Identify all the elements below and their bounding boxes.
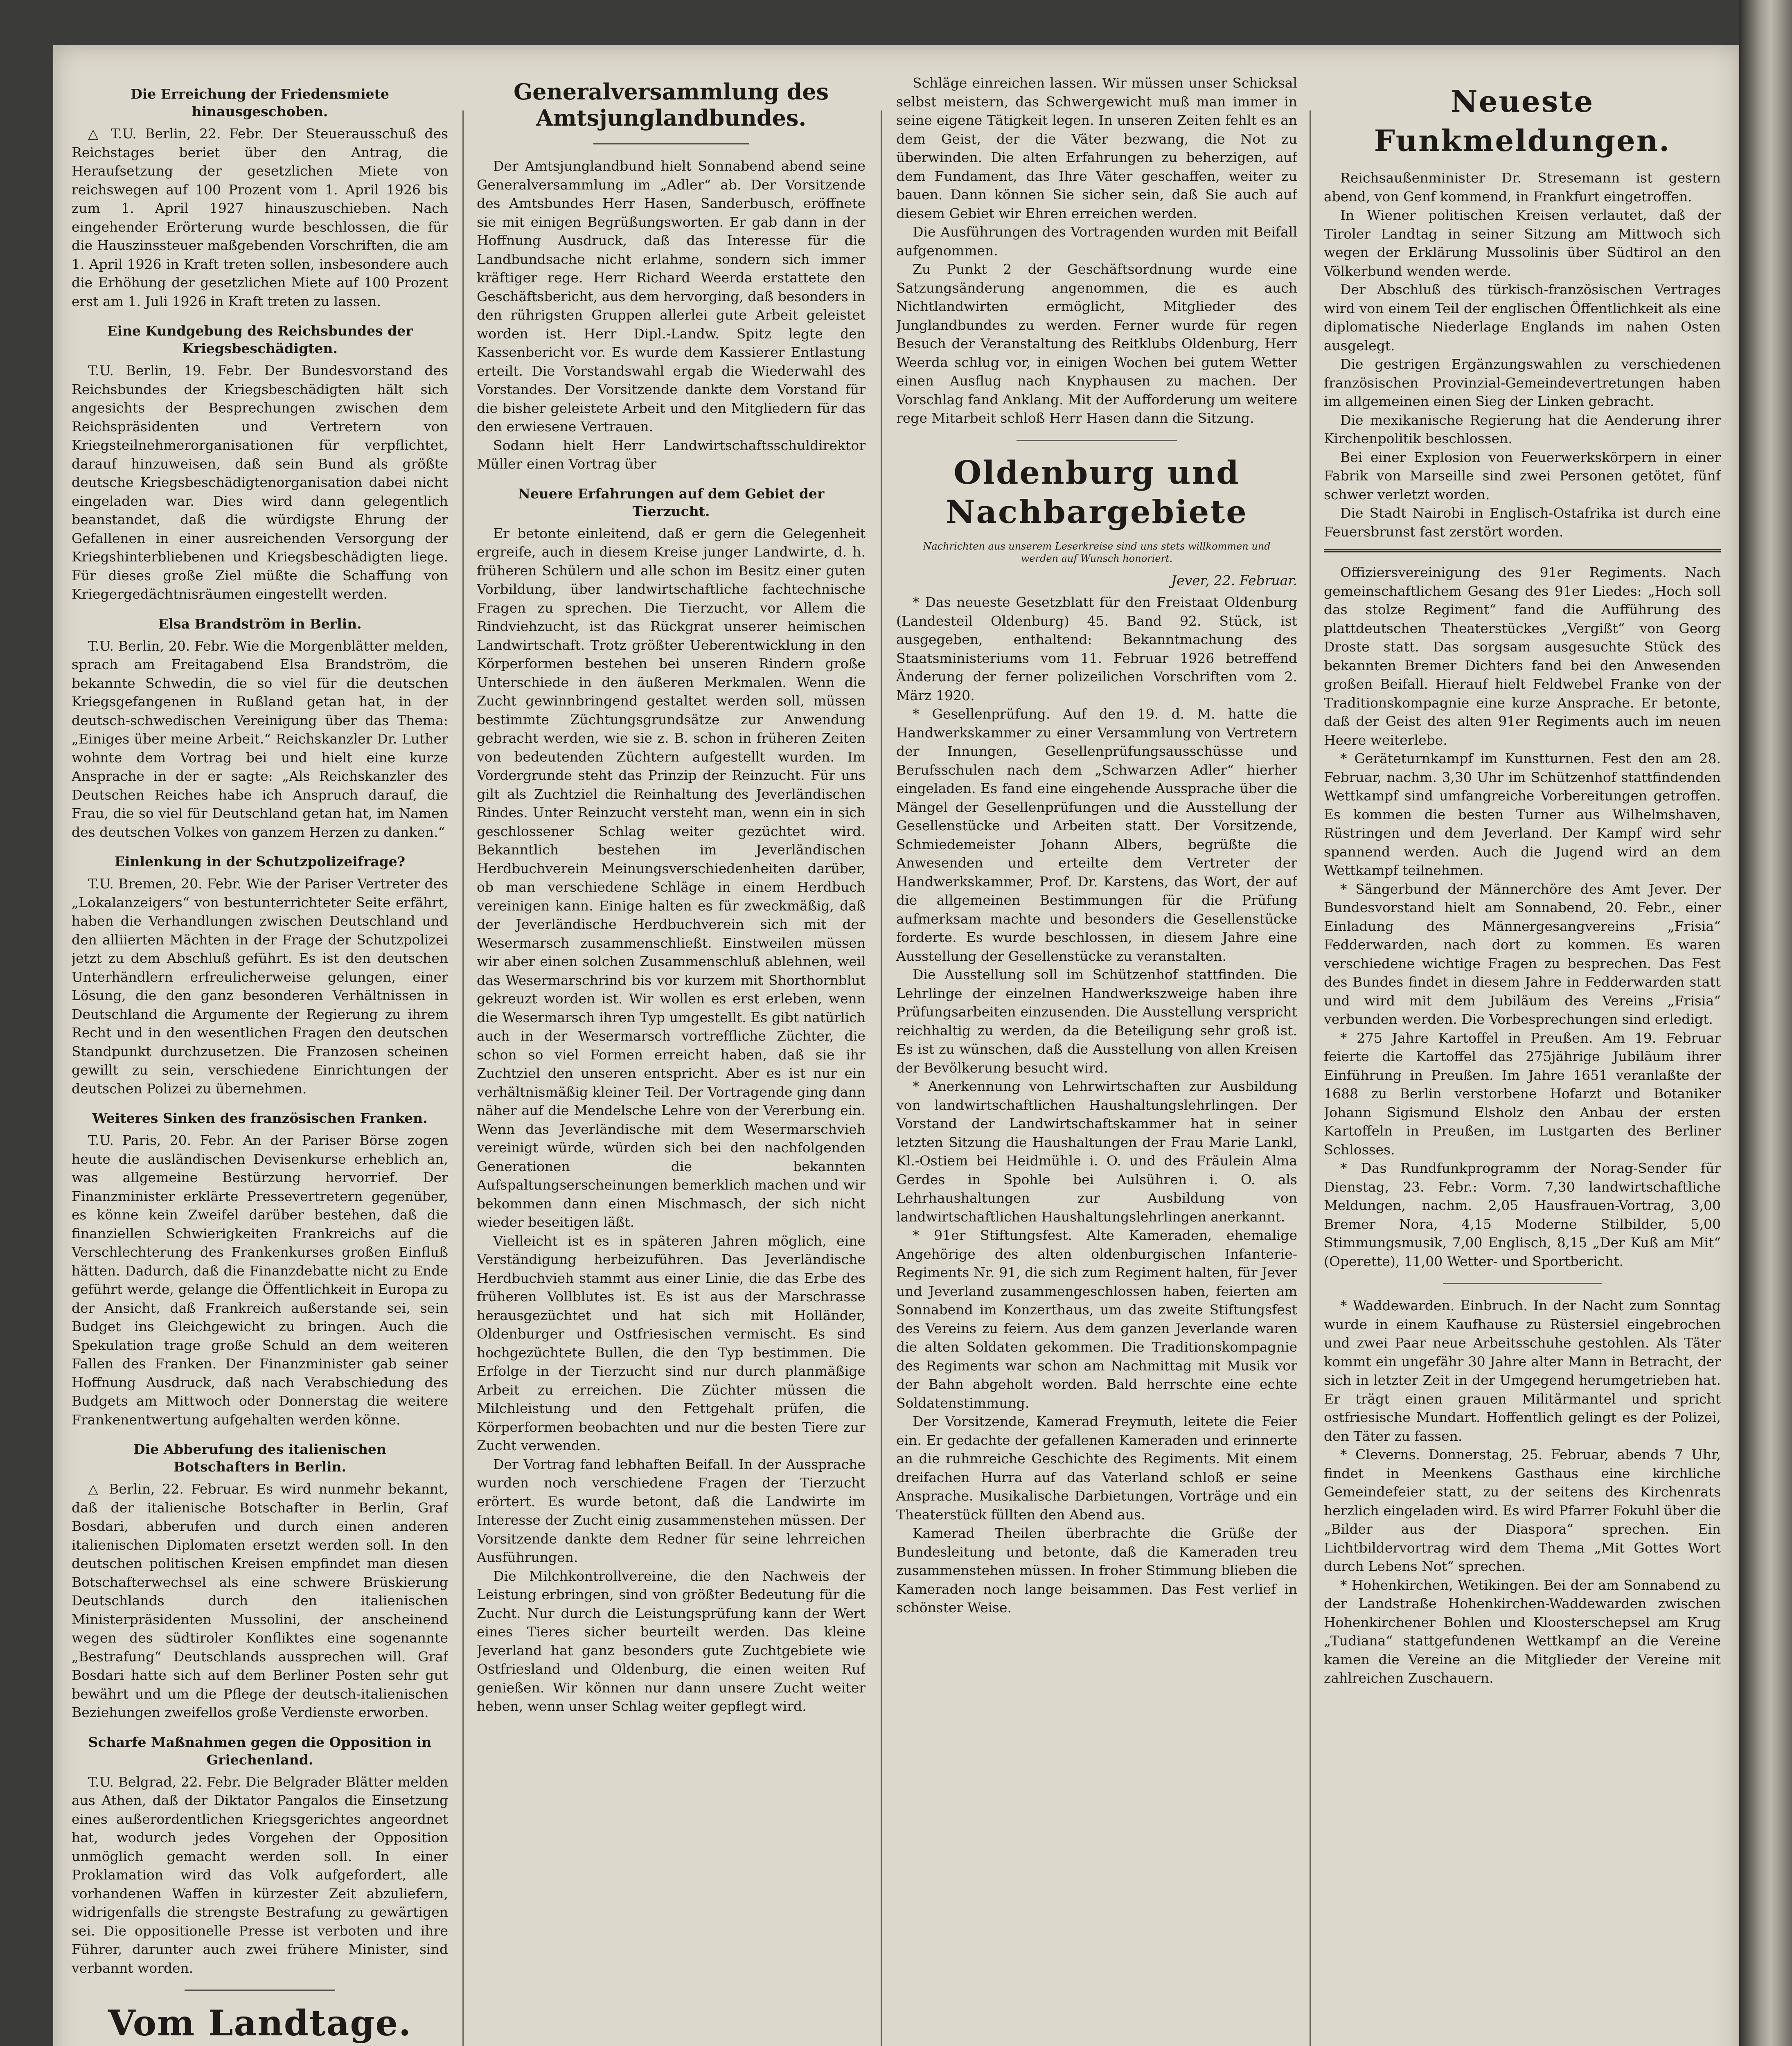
article-text: Zu Punkt 2 der Geschäftsordnung wurde eine Satzungsänderung angenommen, die es auch Nichtlandwirten ermöglicht, Mitglieder des Junglandbundes zu werden. Ferner wurde für regen Besuch der Veranstaltung des Reitklubs Oldenburg, Herr Weerda schlug vor, in einigen Wochen bei gutem Wetter einen Ausflug nach Knyphausen zu machen. Der Vorschlag fand Anklang. Mit der Aufforderung um weitere rege Mitarbeit schloß Herr Hasen dann die Sitzung. <box>896 261 1297 426</box>
article-text: Der Vortrag fand lebhaften Beifall. In der Aussprache wurden noch verschiedene Fragen der Tierzucht erörtert. Es wurde betont, daß die Landwirte im Interesse der Zucht einig zusammenstehen müssen. Der Vorsitzende dankte dem Redner für seine lehrreichen Ausführungen. <box>477 1456 866 1565</box>
column-3 <box>896 74 1297 2046</box>
article-text: Der Amtsjunglandbund hielt Sonnabend abend seine Generalversammlung im „Adler“ ab. Der Vorsitzende des Amtsbundes Herr Hasen, Sanderbusch, eröffnete sie mit einigen Begrüßungsworten. Er gab dann in der Hoffnung Ausdruck, daß das Interesse für die Landbundsache nicht erlahme, sondern sich immer kräftiger rege. Herr Richard Weerda erstattete den Geschäftsbericht, aus dem hervorging, daß besonders in den rührigsten Gruppen allerlei gute Arbeit geleistet worden ist. Herr Dipl.-Landw. Spitz legte den Kassenbericht vor. Es wurde dem Kassierer Entlastung erteilt. Die Vorstandswahl ergab die Wiederwahl des Vorstandes. Der Vorsitzende dankte dem Vorstand für die bisher geleistete Arbeit und den Mitgliedern für das den erwiesene Vertrauen. <box>477 158 866 435</box>
article-text: * Sängerbund der Männerchöre des Amt Jever. Der Bundesvorstand hielt am Sonnabend, 20. Febr., einer Einladung des Männergesangvereins „Frisia“ Fedderwarden, nach dort zu kommen. Es waren verschiedene wichtige Fragen zu besprechen. Das Fest des Bundes findet in diesem Jahre in Fedderwarden statt und wird mit dem Jubiläum des Vereins „Frisia“ verbunden werden. Die Vorbesprechungen sind erledigt. <box>1324 881 1721 1027</box>
dateline: Jever, 22. Februar. <box>1171 572 1297 588</box>
article-text: Die Ausstellung soll im Schützenhof stattfinden. Die Lehrlinge der einzelnen Handwerkszweige haben ihre Prüfungsarbeiten einzusenden. Die Ausstellung verspricht reichhaltig zu werden, da die Beteiligung sehr groß ist. Es ist zu wünschen, daß die Ausstellung von allen Kreisen der Bevölkerung besucht wird. <box>896 967 1297 1076</box>
article-text: * Das neueste Gesetzblatt für den Freistaat Oldenburg (Landesteil Oldenburg) 45. Band 92. Stück, ist ausgegeben, enthaltend: Bekanntmachung des Staatsministeriums vom 11. Februar 1926 betreffend Änderung der ferner polizeilichen Vorschriften vom 2. März 1920. <box>896 594 1297 703</box>
article-text: Der Vorsitzende, Kamerad Freymuth, leitete die Feier ein. Er gedachte der gefallenen Kameraden und erinnerte an die ruhmreiche Geschichte des Regiments. Mit einem dreifachen Hurra auf das Vaterland schloß er seine Ansprache. Musikalische Darbietungen, Vorträge und ein Theaterstück füllten den Abend aus. <box>896 1413 1297 1523</box>
book-spine <box>1739 0 1792 2046</box>
article-text: * Anerkennung von Lehrwirtschaften zur Ausbildung von landwirtschaftlichen Haushaltungslehrlingen. Der Vorstand der Landwirtschaftskammer hat in seiner letzten Sitzung die Haushaltungen der Frau Marie Lankl, Kl.-Ostiem bei Heidmühle i. O. und des Fräulein Alma Gerdes in Spohle bei Aulsühren i. O. als Lehrhaushaltungen zur Ausbildung von landwirtschaftlichen Haushaltungslehrlingen anerkannt. <box>896 1078 1297 1225</box>
headline: Die Abberufung des italienischen Botschafters in Berlin. <box>133 1441 387 1475</box>
article-text: * Das Rundfunkprogramm der Norag-Sender für Dienstag, 23. Febr.: Vorm. 7,30 landwirtschaftliche Meldungen, nachm. 2,05 Hausfrauen-Vortrag, 3,00 Bremer Nora, 4,15 Moderne Stilbilder, 5,00 Stimmungsmusik, 7,00 Englisch, 8,15 „Der Kuß am Mit“ (Operette), 11,00 Wetter- und Sportbericht. <box>1324 1160 1721 1269</box>
article-text: Die gestrigen Ergänzungswahlen zu verschiedenen französischen Provinzial-Gemeindevertretungen haben im allgemeinen einen Sieg der Linken gebracht. <box>1324 356 1721 409</box>
section-title-oldenburg: Oldenburg und Nachbargebiete <box>946 454 1248 531</box>
article-text: * Gesellenprüfung. Auf den 19. d. M. hatte die Handwerkskammer zu einer Versammlung von Vertretern der Innungen, Gesellenprüfungsausschüsse und Berufsschulen nach dem „Schwarzen Adler“ hierher eingeladen. Es fand eine eingehende Aussprache über die Mängel der Gesellenprüfungen und die Ausstellung der Gesellenstücke und Arbeiten statt. Der Vorsitzende, Schmiedemeister Johann Albers, begrüßte die Anwesenden und erteilte dem Vertreter der Handwerkskammer, Prof. Dr. Karstens, das Wort, der auf die allgemeinen Bestimmungen für die Prüfung aufmerksam machte und besonders die Gesellenstücke forderte. Es wurde beschlossen, in diesem Jahre eine Ausstellung der Gesellenstücke zu veranstalten. <box>896 706 1297 964</box>
headline: Weiteres Sinken des französischen Franken. <box>92 1110 428 1126</box>
article-text: T.U. Bremen, 20. Febr. Wie der Pariser Vertreter des „Lokalanzeigers“ von bestunterrichteter Seite erfährt, haben die Verhandlungen zwischen Deutschland und den alliierten Mächten in der Frage der Schutzpolizei jetzt zu dem Abschluß geführt. Es ist den deutschen Unterhändlern erfreulicherweise gelungen, einer Lösung, die den ganz besonderen Verhältnissen in Deutschland die Argumente der Regierung zu ihrem Recht und in den wesentlichen Fragen den deutschen Standpunkt durchzusetzen. Die Franzosen scheinen gewillt zu sein, verschiedene Einrichtungen der deutschen Polizei zu übernehmen. <box>72 876 448 1097</box>
section-divider <box>1324 549 1721 552</box>
article-text: * Waddewarden. Einbruch. In der Nacht zum Sonntag wurde in einem Kaufhause zu Rüstersiel eingebrochen und zwei Paar neue Arbeitsschuhe gestohlen. Als Täter kommt ein ungefähr 30 Jahre alter Mann in Betracht, der sich in letzter Zeit in der Umgegend herumgetrieben hat. Er trägt einen grauen Militärmantel und spricht ostfriesische Mundart. Hoffentlich gelingt es der Polizei, den Täter zu fassen. <box>1324 1298 1721 1444</box>
article-text: T.U. Belgrad, 22. Febr. Die Belgrader Blätter melden aus Athen, daß der Diktator Pangalos die Einsetzung eines außerordentlichen Kriegsgerichtes angeordnet hat, wodurch jedes Vorgehen der Opposition unmöglich gemacht werden soll. In einer Proklamation wird das Volk aufgefordert, alle vorhandenen Waffen in kürzester Zeit abzuliefern, widrigenfalls die strengste Bestrafung zu gewärtigen sei. Die oppositionelle Presse ist verboten und ihre Führer, darunter auch zwei frühere Minister, sind verbannt worden. <box>72 1773 448 1976</box>
article-text: Die Milchkontrollvereine, die den Nachweis der Leistung erbringen, sind von größter Bedeutung für die Zucht. Nur durch die Leistungsprüfung kann der Wert eines Tieres sicher beurteilt werden. Das kleine Jeverland hat ganz besonders gute Zuchtgebiete wie Ostfriesland und Oldenburg, die einen weiten Ruf genießen. Wir können nur dann unsere Zucht weiter heben, wenn unser Schlag weiter gepflegt wird. <box>477 1568 866 1714</box>
headline: Scharfe Maßnahmen gegen die Opposition in Griechenland. <box>88 1734 432 1768</box>
section-divider <box>185 1990 335 1991</box>
article-text: △ Berlin, 22. Februar. Es wird nunmehr bekannt, daß der italienische Botschafter in Berlin, Graf Bosdari, abberufen und durch einen anderen italienischen Diplomaten ersetzt werden soll. In den deutschen politischen Kreisen empfindet man diesen Botschafterwechsel als eine schwere Brüskierung Deutschlands durch den italienischen Ministerpräsidenten Mussolini, der anscheinend wegen des südtiroler Konfliktes eine sogenannte „Bestrafung“ Deutschlands aussprechen will. Graf Bosdari hatte sich auf dem Berliner Posten sehr gut bewährt und um die Pflege der deutsch-italienischen Beziehungen zweifellos große Verdienste erworben. <box>72 1481 448 1720</box>
article-text: T.U. Paris, 20. Febr. An der Pariser Börse zogen heute die ausländischen Devisenkurse erheblich an, was allgemeine Bestürzung hervorrief. Der Finanzminister erklärte Pressevertretern gegenüber, es könne kein Zweifel darüber bestehen, daß die finanziellen Schwierigkeiten Frankreichs auf die Verschlechterung des Frankenkurses großen Einfluß hätten. Dadurch, daß die Finanzdebatte nicht zu Ende geführt werde, gelange die Öffentlichkeit in Europa zu der Ansicht, daß Frankreich außerstande sei, sein Budget ins Gleichgewicht zu bringen. Auch die Spekulation trage große Schuld an dem weiteren Fallen des Franken. Der Finanzminister gab seiner Hoffnung Ausdruck, daß nach Verabschiedung des Budgets am Mittwoch oder Donnerstag die weitere Frankenentwertung aufgehalten werden könne. <box>72 1132 448 1428</box>
article-text: Offiziersvereinigung des 91er Regiments. Nach gemeinschaftlichem Gesang des 91er Liedes: „Hoch soll das stolze Regiment“ fand die Aufführung des plattdeutschen Theaterstückes „Vergißt“ von Georg Droste statt. Das sorgsam ausgesuchte Stück des bekannten Bremer Dichters fand bei den Anwesenden großen Beifall. Hierauf hielt Feldwebel Franke von der Traditionskompagnie eine kurze Ansprache. Er betonte, daß der Geist des alten 91er Regiments auch im neuen Heere weiterlebe. <box>1324 564 1721 748</box>
headline: Die Erreichung der Friedensmiete hinausgeschoben. <box>131 86 389 119</box>
column-1 <box>72 74 448 2046</box>
article-text: * Cleverns. Donnerstag, 25. Februar, abends 7 Uhr, findet in Meenkens Gasthaus eine kirchliche Gemeindefeier statt, zu der seitens des Kirchenrats herzlich eingeladen wird. Es wird Pfarrer Fokuhl über die „Bilder aus der Diaspora“ sprechen. Ein Lichtbildervortrag wird dem Thema „Mit Gottes Wort durch Lebens Not“ sprechen. <box>1324 1447 1721 1574</box>
article-text: Reichsaußenminister Dr. Stresemann ist gestern abend, von Genf kommend, in Frankfurt eingetroffen. <box>1324 170 1721 205</box>
section-title-funkmeldungen: Neueste Funkmeldungen. <box>1374 84 1671 158</box>
section-divider <box>1017 440 1177 441</box>
article-text: Vielleicht ist es in späteren Jahren möglich, eine Verständigung herbeizuführen. Das Jeverländische Herdbuchvieh stammt aus einer Linie, die das Erbe des früheren Vollblutes ist. Es ist aus der Marschrasse herausgezüchtet und hat sich mit Holländer, Oldenburger und Ostfriesischen vermischt. Es sind hochgezüchtete Bullen, die den Typ bestimmen. Die Erfolge in der Tierzucht sind nur durch planmäßige Arbeit zu erreichen. Die Züchter müssen die Milchleistung und den Fettgehalt prüfen, die Körperformen beobachten und nur die besten Tiere zur Zucht verwenden. <box>477 1233 866 1453</box>
column-4 <box>1324 74 1721 2046</box>
article-text: * 275 Jahre Kartoffel in Preußen. Am 19. Februar feierte die Kartoffel das 275jährige Jubiläum ihrer Einführung in Preußen. Im Jahre 1651 veranlaßte der 1688 zu Berlin verstorbene Hofarzt und Botaniker Johann Sigismund Elsholz den Anbau der ersten Kartoffeln in Preußen, im Lustgarten des Berliner Schlosses. <box>1324 1030 1721 1158</box>
article-text: △ T.U. Berlin, 22. Febr. Der Steuerausschuß des Reichstages beriet über den Antrag, die Heraufsetzung der gesetzlichen Miete von reichswegen auf 100 Prozent vom 1. April 1926 bis zum 1. April 1927 hinauszuschieben. Nach eingehender Erörterung wurde beschlossen, die für die Hauszinssteuer maßgebenden Vorschriften, die am 1. April 1926 in Kraft treten sollen, insbesondere auch die Erhöhung der gesetzlichen Miete auf 100 Prozent erst am 1. Juli 1926 in Kraft treten zu lassen. <box>72 126 448 309</box>
article-text: * Geräteturnkampf im Kunstturnen. Fest den am 28. Februar, nachm. 3,30 Uhr im Schützenhof stattfindenden Wettkampf sind umfangreiche Vorbereitungen getroffen. Es kommen die besten Turner aus Wilhelmshaven, Rüstringen und dem Jeverland. Der Kampf wird sehr spannend werden. Auch die Jugend wird an dem Wettkampf teilnehmen. <box>1324 750 1721 878</box>
section-divider <box>593 143 749 144</box>
headline: Eine Kundgebung des Reichsbundes der Kriegsbeschädigten. <box>107 323 413 356</box>
article-text: * 91er Stiftungsfest. Alte Kameraden, ehemalige Angehörige des alten oldenburgischen Infanterie-Regiments Nr. 91, die sich zum Regiment halten, für Jever und Jeverland zusammengeschlossen haben, feierten am Sonnabend im Konzerthaus, um das zweite Stiftungsfest des Vereins zu feiern. Aus dem ganzen Jeverlande waren die alten Soldaten gekommen. Die Traditionskompagnie des Regiments war schon am Nachmittag mit Musik vor der Bahn abgeholt worden. Bald herrschte eine echte Soldatenstimmung. <box>896 1227 1297 1411</box>
headline: Elsa Brandström in Berlin. <box>158 615 362 632</box>
section-divider <box>1443 1283 1602 1284</box>
column-2 <box>477 74 866 2046</box>
article-text: Die Stadt Nairobi in Englisch-Ostafrika ist durch eine Feuersbrunst fast zerstört worden. <box>1324 505 1721 540</box>
article-text: Die Ausführungen des Vortragenden wurden mit Beifall aufgenommen. <box>896 224 1297 259</box>
section-title-generalversammlung: Generalversammlung des Amtsjunglandbundes. <box>513 79 829 131</box>
article-text: In Wiener politischen Kreisen verlautet, daß der Tiroler Landtag in seiner Sitzung am Mittwoch sich wegen der Erklärung Mussolinis über Südtirol an den Völkerbund wenden werde. <box>1324 207 1721 279</box>
article-text: Kamerad Theilen überbrachte die Grüße der Bundesleitung und betonte, daß die Kameraden treu zusammenstehen müssen. In froher Stimmung blieben die Kameraden noch lange beisammen. Das Fest verlief in schönster Weise. <box>896 1525 1297 1616</box>
article-text: T.U. Berlin, 19. Febr. Der Bundesvorstand des Reichsbundes der Kriegsbeschädigten hält sich angesichts der Besprechungen zwischen dem Reichspräsidenten und Vertretern von Kriegsteilnehmerorganisationen für verpflichtet, darauf hinzuweisen, daß sein Bund als größte deutsche Kriegsbeschädigtenorganisation dabei nicht eingeladen war. Dies wird dann gelegentlich beanstandet, daß die würdigste Ehrung der Gefallenen in einer ausreichenden Versorgung der Kriegshinterbliebenen und Kriegsbeschädigten liege. Für dieses große Ziel müßte die Schaffung von Kriegergedächtnisräumen eingestellt werden. <box>72 363 448 602</box>
headline: Neuere Erfahrungen auf dem Gebiet der Tierzucht. <box>518 485 825 519</box>
column-rule <box>1310 110 1311 2046</box>
article-text: Bei einer Explosion von Feuerwerkskörpern in einer Fabrik von Marseille sind zwei Personen getötet, fünf schwer verletzt worden. <box>1324 449 1721 502</box>
column-rule <box>462 110 464 2046</box>
article-text: Die mexikanische Regierung hat die Aenderung ihrer Kirchenpolitik beschlossen. <box>1324 412 1721 446</box>
newspaper-page <box>53 45 1739 2046</box>
article-text: Sodann hielt Herr Landwirtschaftsschuldirektor Müller einen Vortrag über <box>477 437 866 472</box>
headline: Einlenkung in der Schutzpolizeifrage? <box>114 854 406 870</box>
article-text: * Hohenkirchen, Wetikingen. Bei der am Sonnabend zu der Landstraße Hohenkirchen-Waddewarden zwischen Hohenkirchener Bohlen und Kloosterschepsel am Krug „Tudiana“ stattgefundenen Wettkampf an die Vereine kamen die Vereine an die Mitglieder der Vereine mit zahlreichen Zuschauern. <box>1324 1577 1721 1686</box>
section-title-landtag: Vom Landtage. <box>108 2003 412 2044</box>
section-tagline: Nachrichten aus unserem Leserkreise sind uns stets willkommen und werden auf Wunsch honoriert. <box>923 540 1271 564</box>
article-text: Schläge einreichen lassen. Wir müssen unser Schicksal selbst meistern, das Schwergewicht muß man immer in seine eigene Tätigkeit legen. In unseren Zeiten fehlt es an dem Geist, der die Väter bezwang, die Not zu überwinden. Die alten Erfahrungen zu beherzigen, auf dem Fundament, das Ihre Väter geschaffen, weiter zu bauen. Dann können Sie sicher sein, daß Sie auch auf diesem Gebiet wir Ehren erreichen werden. <box>896 75 1297 221</box>
article-text: Er betonte einleitend, daß er gern die Gelegenheit ergreife, auch in diesem Kreise junger Landwirte, d. h. früheren Schülern und alle schon im Besitz einer guten Vorbildung, über landwirtschaftliche fachtechnische Fragen zu sprechen. Die Tierzucht, vor Allem die Rindviehzucht, ist das Rückgrat unserer heimischen Landwirtschaft. Trotz größter Ueberentwicklung in den Körperformen bestehen bei unseren Rindern große Unterschiede in den äußeren Merkmalen. Wenn die Zucht gewinnbringend gestaltet werden soll, müssen bestimmte Züchtungsgrundsätze zur Anwendung gebracht werden, wie sie z. B. schon in früheren Zeiten von bedeutenden Züchtern aufgestellt wurden. Im Vordergrunde steht das Prinzip der Reinzucht. Für uns gilt als Zuchtziel die Reinhaltung des Jeverländischen Rindes. Unter Reinzucht versteht man, wenn ein in sich geschlossener Schlag weiter gezüchtet wird. Bekanntlich bestehen im Jeverländischen Herdbuchverein Meinungsverschiedenheiten darüber, ob man verschiedene Schläge in einem Herdbuch vereinigen kann. Einige halten es für zweckmäßig, daß der Jeverländische Herdbuchverein sich mit der Wesermarsch zusammenschließt. Einstweilen müssen wir aber einen solchen Zusammenschluß ablehnen, weil das Wesermarschrind bis vor kurzem mit Shorthornblut gekreuzt worden ist. Wir wollen es erst erleben, wenn die Wesermarsch ihren Typ umgestellt. Es gibt natürlich auch in der Wesermarsch vortreffliche Züchter, die schon so viel Formen erreicht haben, daß sie ihr Zuchtziel den unseren entspricht. Aber es ist nur ein verhältnismäßig kleiner Teil. Der Vortragende ging dann näher auf die Mendelsche Lehre von der Vererbung ein. Wenn das Jeverländische mit dem Wesermarschvieh vereinigt würde, würden sich bei den nachfolgenden Generationen die bekannten Aufspaltungserscheinungen bemerklich machen und wir bekommen dann einen Mischmasch, der sich nicht wieder beseitigen läßt. <box>477 525 866 1230</box>
article-text: T.U. Berlin, 20. Febr. Wie die Morgenblätter melden, sprach am Freitagabend Elsa Brandström, die bekannte Schwedin, die so viel für die deutschen Kriegsgefangenen in Rußland getan hat, in der deutsch-schwedischen Vereinigung über das Thema: „Einiges über meine Arbeit.“ Reichskanzler Dr. Luther wohnte dem Vortrag bei und hielt eine kurze Ansprache in der er sagte: „Als Reichskanzler des Deutschen Reiches habe ich Anspruch darauf, die Frau, die so viel für Deutschland getan hat, im Namen des deutschen Volkes von ganzem Herzen zu danken.“ <box>72 638 448 840</box>
article-text: Der Abschluß des türkisch-französischen Vertrages wird von einem Teil der englischen Öffentlichkeit als eine diplomatische Niederlage Englands im nahen Osten ausgelegt. <box>1324 282 1721 354</box>
column-rule <box>881 110 882 2046</box>
